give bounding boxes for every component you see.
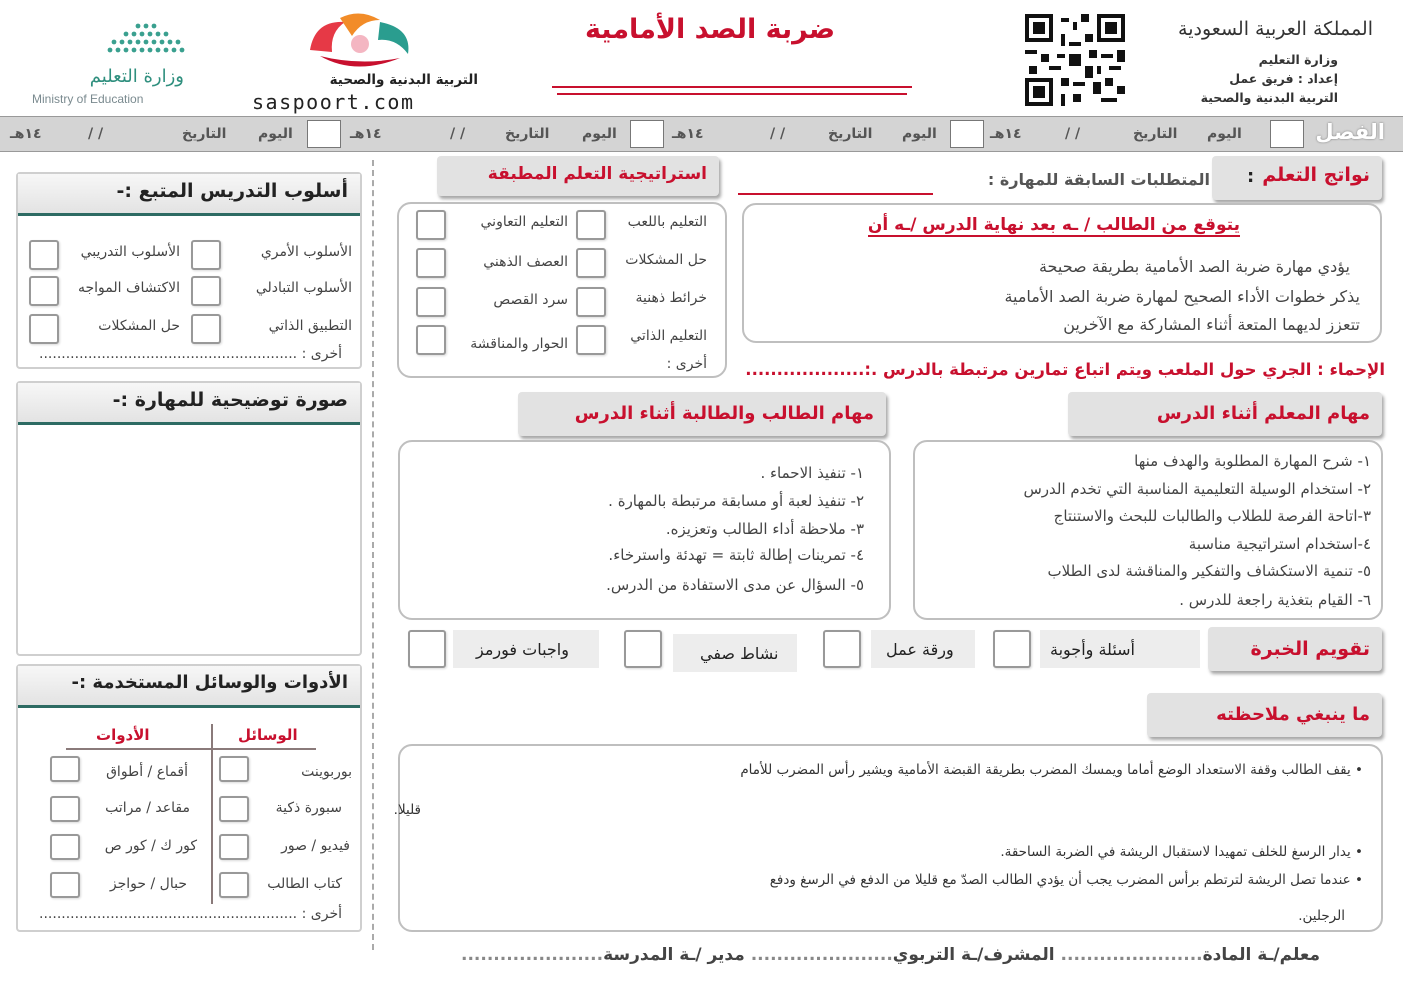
ministry-logo bbox=[30, 14, 190, 109]
method-label: الاكتشاف المواجه bbox=[77, 280, 180, 296]
strategy-label: التعليم الذاتي bbox=[630, 328, 707, 344]
student-task: ٢- تنفيذ لعبة أو مسابقة مرتبطة بالمهارة . bbox=[608, 492, 864, 510]
notes-tag bbox=[1147, 693, 1382, 737]
prepared-by: إعداد : فريق عمل bbox=[1229, 71, 1338, 86]
strategy-checkbox[interactable] bbox=[416, 287, 446, 317]
strategy-checkbox[interactable] bbox=[416, 325, 446, 355]
class-label: الفصل bbox=[1315, 120, 1385, 144]
method-checkbox[interactable] bbox=[191, 240, 221, 270]
method-other: أخرى : .......................................................... bbox=[39, 346, 342, 362]
date-sep-3: / / bbox=[450, 126, 466, 142]
note-item: • عندما تصل الريشة لترتطم برأس المضرب يجب أن يؤدي الطالب الصدّ مع قليلا من الدفع في الرسغ ودفع bbox=[769, 872, 1363, 888]
method-label: حل المشكلات bbox=[98, 318, 180, 334]
site-logo-en: saspoort.com bbox=[252, 90, 415, 114]
outcomes-heading: يتوقع من الطالب / ـه بعد نهاية الدرس /ـه أن bbox=[867, 215, 1240, 235]
note-item: • يدار الرسغ للخلف تمهيدا لاستقبال الريشة في الضربة الساحقة. bbox=[1000, 844, 1363, 860]
means-label: بوربوينت bbox=[301, 764, 352, 780]
year-4: ١٤هـ bbox=[10, 126, 42, 142]
teacher-tasks-tag-label: مهام المعلم أثناء الدرس bbox=[1156, 403, 1370, 424]
note-item: • يقف الطالب وقفة الاستعداد الوضع أماما ويمسك المضرب بطريقة القبضة الأمامية ويشير رأس المضرب للأمام bbox=[740, 762, 1363, 778]
ministry-logo-ar: وزارة التعليم bbox=[89, 66, 184, 87]
evaluation-tag-label: تقويم الخبرة bbox=[1250, 638, 1370, 660]
strategy-other: أخرى : bbox=[666, 356, 707, 372]
means-checkbox[interactable] bbox=[219, 756, 249, 782]
teacher-task: ٣-اتاحة الفرصة للطلاب والطالبات للبحث والاستنتاج bbox=[1053, 507, 1371, 525]
means-label: سبورة ذكية bbox=[275, 800, 342, 816]
strategy-label: الحوار والمناقشة bbox=[470, 336, 568, 352]
notes-tag-label: ما ينبغي ملاحظته bbox=[1216, 704, 1370, 725]
warmup-text: الجري حول الملعب ويتم اتباع تمارين مرتبطة بالدرس .: bbox=[864, 360, 1312, 379]
student-task: ٥- السؤال عن مدى الاستفادة من الدرس. bbox=[606, 576, 864, 594]
kingdom-name: المملكة العربية السعودية bbox=[1178, 18, 1373, 40]
title-underline-2 bbox=[557, 93, 907, 95]
strategy-checkbox[interactable] bbox=[576, 287, 606, 317]
ministry-logo-en: Ministry of Education bbox=[32, 92, 144, 106]
qr-code-icon bbox=[1025, 14, 1125, 106]
date-sep-1: / / bbox=[1065, 126, 1081, 142]
strategy-label: خرائط ذهنية bbox=[635, 290, 707, 306]
title-underline bbox=[552, 86, 912, 88]
means-checkbox[interactable] bbox=[219, 872, 249, 898]
teacher-task: ٤-استخدام استراتيجية مناسبة bbox=[1188, 535, 1371, 553]
tool-label: أقماع / أطواق bbox=[106, 764, 188, 780]
day-box-4[interactable] bbox=[307, 120, 341, 148]
year-1: ١٤هـ bbox=[990, 126, 1022, 142]
tools-header: الأدوات bbox=[96, 726, 150, 744]
footer-principal: مدير /ـة المدرسة bbox=[603, 945, 745, 965]
outcome-item: يؤدي مهارة ضربة الصد الأمامية بطريقة صحيحة bbox=[1038, 257, 1350, 276]
tool-label: كور ك / كور ص bbox=[104, 838, 197, 854]
evaluation-option: واجبات فورمز bbox=[476, 640, 569, 659]
outcome-item: يذكر خطوات الأداء الصحيح لمهارة ضربة الصد الأمامية bbox=[1004, 287, 1360, 306]
evaluation-option: ورقة عمل bbox=[886, 640, 954, 659]
evaluation-checkbox[interactable] bbox=[408, 630, 446, 668]
prereq-line[interactable] bbox=[738, 193, 933, 195]
means-checkbox[interactable] bbox=[219, 796, 249, 822]
tool-label: مقاعد / مراتب bbox=[105, 800, 190, 816]
method-checkbox[interactable] bbox=[191, 314, 221, 344]
means-checkbox[interactable] bbox=[219, 834, 249, 860]
tool-label: حبال / حواجز bbox=[109, 876, 187, 892]
student-tasks-panel bbox=[398, 440, 891, 620]
teaching-method-title: أسلوب التدريس المتبع :- bbox=[18, 174, 360, 216]
date-label-2: التاريخ bbox=[828, 126, 873, 142]
teaching-method-box bbox=[16, 172, 362, 369]
means-header: الوسائل bbox=[238, 726, 298, 744]
day-label-1: اليوم bbox=[1207, 126, 1242, 142]
student-tasks-tag-label: مهام الطالب والطالبة أثناء الدرس bbox=[574, 403, 874, 424]
date-sep-4: / / bbox=[88, 126, 104, 142]
footer-dots[interactable]: ...................... bbox=[750, 945, 893, 965]
method-label: التطبيق الذاتي bbox=[268, 318, 352, 334]
evaluation-checkbox[interactable] bbox=[823, 630, 861, 668]
evaluation-checkbox[interactable] bbox=[624, 630, 662, 668]
strategy-checkbox[interactable] bbox=[416, 210, 446, 240]
illustration-box bbox=[16, 381, 362, 656]
method-checkbox[interactable] bbox=[29, 240, 59, 270]
tool-checkbox[interactable] bbox=[50, 796, 80, 822]
tool-checkbox[interactable] bbox=[50, 872, 80, 898]
footer bbox=[450, 945, 1320, 975]
date-label-1: التاريخ bbox=[1133, 126, 1178, 142]
teacher-task: ٢- استخدام الوسيلة التعليمية المناسبة التي تخدم الدرس bbox=[1023, 480, 1371, 498]
outcomes-colon: : bbox=[1247, 166, 1255, 187]
day-label-3: اليوم bbox=[582, 126, 617, 142]
teacher-task: ٦- القيام بتغذية راجعة للدرس . bbox=[1179, 591, 1371, 609]
strategy-checkbox[interactable] bbox=[576, 325, 606, 355]
date-label-4: التاريخ bbox=[182, 126, 227, 142]
evaluation-tag bbox=[1208, 627, 1382, 671]
date-label-3: التاريخ bbox=[505, 126, 550, 142]
sport-logo-icon bbox=[300, 10, 420, 72]
strategies-tag bbox=[437, 156, 719, 196]
tool-checkbox[interactable] bbox=[50, 834, 80, 860]
day-box-2[interactable] bbox=[950, 120, 984, 148]
outcomes-tag bbox=[1212, 156, 1382, 200]
teacher-task: ٥- تنمية الاستكشاف والتفكير والمناقشة لدى الطلاب bbox=[1047, 562, 1371, 580]
student-task: ٣- ملاحظة أداء الطالب وتعزيزه. bbox=[665, 520, 864, 538]
warmup-label: الإحماء : bbox=[1317, 360, 1385, 379]
notes-panel bbox=[393, 744, 1383, 932]
day-label-2: اليوم bbox=[902, 126, 937, 142]
student-task: ١- تنفيذ الاحماء . bbox=[760, 464, 864, 482]
warmup-line bbox=[720, 360, 1385, 379]
method-checkbox[interactable] bbox=[29, 314, 59, 344]
means-label: كتاب الطالب bbox=[267, 876, 342, 892]
student-task: ٤- تمرينات إطالة ثابتة = تهدئة واسترخاء. bbox=[608, 546, 864, 564]
note-item-cont: قليلا. bbox=[393, 802, 421, 818]
outcomes-tag-label: نواتج التعلم bbox=[1262, 164, 1370, 186]
year-3: ١٤هـ bbox=[350, 126, 382, 142]
illustration-title: صورة توضيحية للمهارة :- bbox=[18, 383, 360, 425]
date-bar bbox=[0, 116, 1403, 152]
day-label-4: اليوم bbox=[258, 126, 293, 142]
evaluation-option: أسئلة وأجوبة bbox=[1050, 640, 1135, 659]
tools-header-line bbox=[66, 748, 316, 750]
site-logo bbox=[250, 10, 480, 114]
ministry-dots-icon bbox=[105, 20, 185, 56]
tool-checkbox[interactable] bbox=[50, 756, 80, 782]
outcomes-panel bbox=[742, 203, 1382, 343]
page-title: ضربة الصد الأمامية bbox=[584, 14, 836, 45]
teacher-task: ١- شرح المهارة المطلوبة والهدف منها bbox=[1134, 452, 1371, 470]
strategy-label: سرد القصص bbox=[493, 292, 568, 308]
note-item-cont: الرجلين. bbox=[1298, 908, 1345, 924]
method-label: الأسلوب الأمري bbox=[260, 244, 352, 260]
tools-box bbox=[16, 664, 362, 932]
strategy-checkbox[interactable] bbox=[576, 210, 606, 240]
teacher-tasks-panel bbox=[913, 440, 1383, 620]
day-box-3[interactable] bbox=[630, 120, 664, 148]
prereq-label: المتطلبات السابقة للمهارة : bbox=[987, 170, 1210, 189]
teacher-tasks-tag bbox=[1068, 392, 1382, 436]
strategy-label: العصف الذهني bbox=[483, 254, 568, 270]
class-box[interactable] bbox=[1270, 120, 1304, 148]
strategy-label: التعليم باللعب bbox=[627, 214, 707, 230]
tools-title: الأدوات والوسائل المستخدمة :- bbox=[18, 666, 360, 708]
strategy-checkbox[interactable] bbox=[416, 248, 446, 278]
department-name: التربية البدنية والصحية bbox=[1200, 90, 1338, 105]
method-label: الأسلوب التدريبي bbox=[80, 244, 180, 260]
strategy-checkbox[interactable] bbox=[576, 248, 606, 278]
strategy-label: حل المشكلات bbox=[625, 252, 707, 268]
year-2: ١٤هـ bbox=[672, 126, 704, 142]
strategies-panel bbox=[397, 202, 727, 378]
method-checkbox[interactable] bbox=[29, 276, 59, 306]
footer-teacher: معلم/ـة المادة bbox=[1202, 945, 1320, 965]
student-tasks-tag bbox=[518, 392, 886, 436]
warmup-dots: ................... bbox=[745, 360, 865, 379]
footer-supervisor: المشرف/ـة التربوي bbox=[892, 945, 1055, 965]
sidebar-divider bbox=[372, 160, 374, 950]
strategies-tag-label: استراتيجية التعلم المطبقة bbox=[487, 164, 707, 184]
outcome-item: تتعزز لديهما المتعة أثناء المشاركة مع الآخرين bbox=[1063, 315, 1360, 334]
footer-dots[interactable]: ...................... bbox=[1060, 945, 1203, 965]
evaluation-option: نشاط صفي bbox=[700, 644, 779, 663]
means-label: فيديو / صور bbox=[281, 838, 350, 854]
tools-divider bbox=[211, 724, 213, 904]
date-sep-2: / / bbox=[770, 126, 786, 142]
method-label: الأسلوب التبادلي bbox=[255, 280, 352, 296]
method-checkbox[interactable] bbox=[191, 276, 221, 306]
evaluation-checkbox[interactable] bbox=[993, 630, 1031, 668]
strategy-label: التعليم التعاوني bbox=[480, 214, 568, 230]
footer-dots[interactable]: ...................... bbox=[460, 945, 604, 965]
site-logo-ar: التربية البدنية والصحية bbox=[329, 72, 478, 88]
tools-other: أخرى : .......................................................... bbox=[39, 906, 342, 922]
ministry-name: وزارة التعليم bbox=[1258, 52, 1338, 67]
